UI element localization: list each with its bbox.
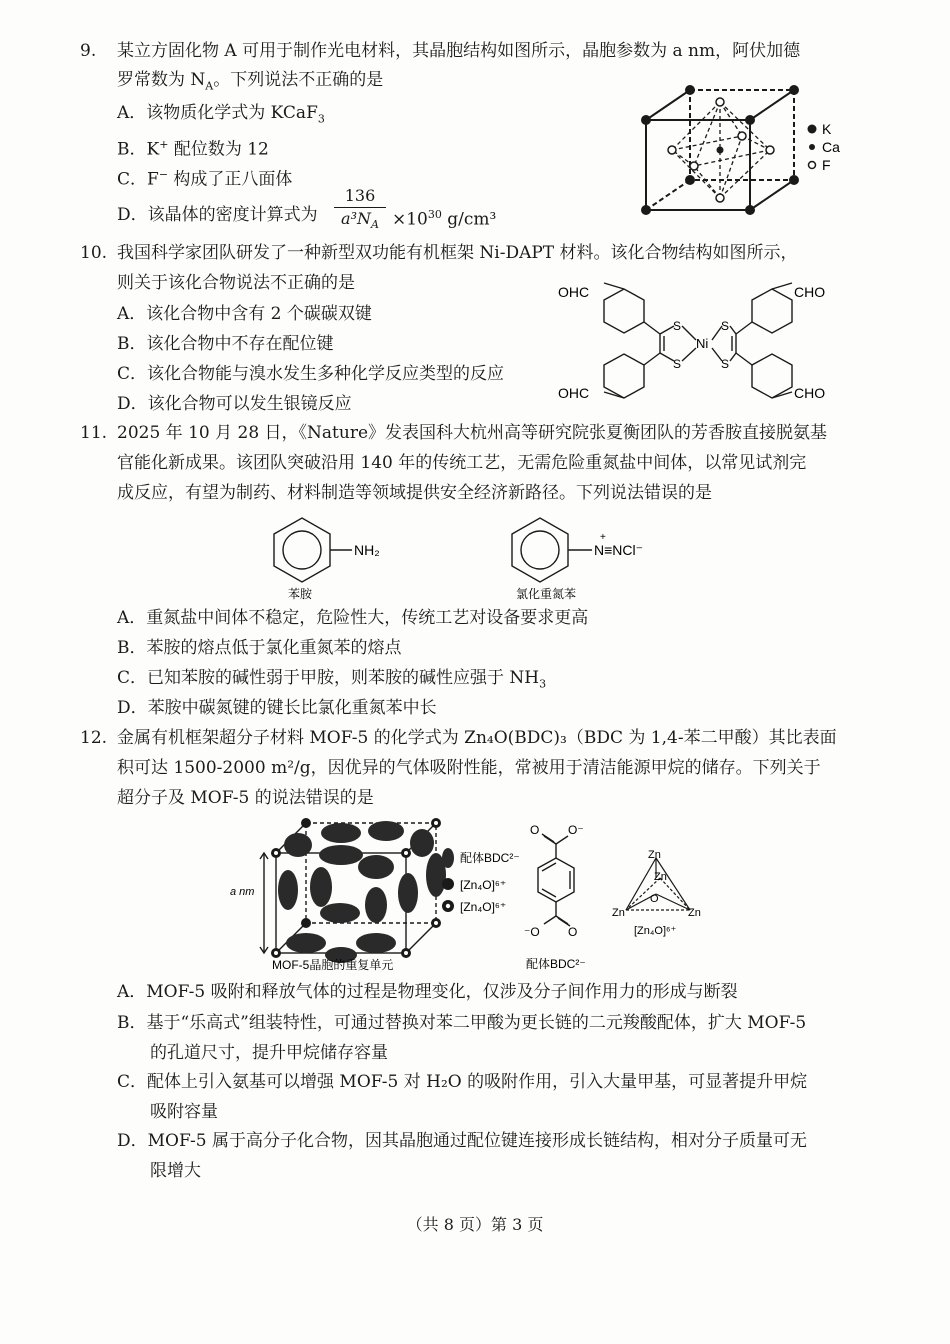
q12-option-b-line1: B．基于“乐高式”组装特性，可通过替换对苯二甲酸为更长链的二元羧酸配体，扩大 MOF-5: [117, 1013, 807, 1033]
q12-cell-edge-label: a nm: [230, 886, 255, 898]
q12-zn-left: Zn: [612, 907, 625, 919]
q9-legend-ca: Ca: [822, 139, 840, 155]
q10-label-cho-top: CHO: [794, 284, 826, 300]
q9-density-fraction: [330, 186, 390, 236]
q9-option-d-times: ×10: [392, 209, 428, 230]
q11-stem-line1: 2025 年 10 月 28 日，《Nature》发表国科大杭州高等研究院张夏衡团队的芳香胺直接脱氨基: [117, 423, 828, 443]
q11-aniline-figure: [262, 510, 412, 602]
q12-stem-line2: 积可达 1500-2000 m²/g，因优异的气体吸附性能，常被用于清洁能源甲烷的储存。下列关于: [117, 758, 821, 778]
q9-option-a-sub: 3: [317, 112, 325, 126]
q10-ni-dapt-structure: [556, 280, 846, 410]
q9-option-c-tail: 构成了正八面体: [168, 169, 293, 190]
q12-cell-caption: MOF-5晶胞的重复单元: [272, 958, 394, 972]
q9-legend-k: K: [822, 121, 832, 137]
q12-bdc-ligand-figure: [510, 818, 600, 976]
q10-stem-line2: 则关于该化合物说法不正确的是: [117, 273, 355, 293]
q9-stem2-text: 罗常数为 N: [117, 70, 206, 90]
q12-stem-line3: 超分子及 MOF-5 的说法错误的是: [117, 788, 374, 808]
q12-bdc-o-top-right: O⁻: [568, 823, 584, 837]
q9-fraction-numerator: 136: [344, 186, 376, 205]
q10-option-b: B．该化合物中不存在配位键: [117, 334, 334, 354]
q9-fraction-bar: [334, 207, 386, 208]
q9-option-a-text: A．该物质化学式为 KCaF: [117, 103, 318, 123]
q10-number: 10.: [80, 243, 108, 263]
q9-option-d: [117, 204, 318, 226]
q12-option-b-line2: 的孔道尺寸，提升甲烷储存容量: [150, 1043, 388, 1063]
q11-diazo-name: 氯化重氮苯: [516, 587, 577, 601]
q9-option-b-text: B．K: [117, 139, 160, 160]
q10-label-s3: S: [721, 319, 730, 333]
q10-option-a: A．该化合物中含有 2 个碳碳双键: [117, 304, 372, 324]
q12-legend-zn4o-b: [Zn₄O]⁶⁺: [460, 900, 507, 914]
q10-option-c: C．该化合物能与溴水发生多种化学反应类型的反应: [117, 364, 505, 384]
q9-option-b-sup: +: [159, 138, 169, 151]
q12-option-a: A．MOF-5 吸附和释放气体的过程是物理变化，仅涉及分子间作用力的形成与断裂: [117, 982, 738, 1002]
q11-option-d: D．苯胺中碳氮键的键长比氯化重氮苯中长: [117, 698, 437, 718]
q11-diazo-group: N≡NCl⁻: [594, 542, 643, 558]
q11-diazo-plus: +: [600, 532, 606, 543]
q11-number: 11.: [80, 423, 108, 443]
q12-zn-caption: [Zn₄O]⁶⁺: [634, 925, 677, 937]
q9-legend: [808, 121, 841, 173]
q12-zn-right: Zn: [688, 907, 701, 919]
q11-stem-line2: 官能化新成果。该团队突破沿用 140 年的传统工艺，无需危险重氮盐中间体，以常见试剂完: [117, 453, 807, 473]
q11-diazonium-figure: [500, 510, 670, 602]
q9-fraction-denominator: [330, 209, 390, 235]
q9-option-b: [117, 134, 269, 161]
q11-option-c: [117, 667, 546, 695]
q9-option-d-text: D．该晶体的密度计算式为: [117, 205, 318, 225]
q12-number: 12.: [80, 728, 108, 748]
q11-option-b: B．苯胺的熔点低于氯化重氮苯的熔点: [117, 638, 402, 658]
q12-zn-mid: Zn: [654, 871, 667, 883]
q9-number: 9.: [80, 41, 97, 61]
q9-stem2-sub: A: [205, 79, 214, 93]
q11-option-c-sub: 3: [539, 677, 547, 691]
q12-option-c-line1: C．配体上引入氨基可以增强 MOF-5 对 H₂O 的吸附作用，引入大量甲基，可显著提升甲烷: [117, 1072, 808, 1092]
q10-label-s2: S: [673, 357, 682, 371]
q9-option-b-tail: 配位数为 12: [168, 139, 269, 160]
q9-option-d-unit: g/cm³: [441, 209, 497, 230]
q9-option-c-text: C．F: [117, 169, 159, 190]
q12-legend-zn4o-a: [Zn₄O]⁶⁺: [460, 878, 507, 892]
q9-legend-f: F: [822, 157, 831, 173]
q12-mof5-cell-figure: [226, 815, 526, 975]
q11-aniline-name: 苯胺: [288, 587, 313, 601]
q10-label-ohc-top: OHC: [558, 284, 590, 300]
q9-stem-line1: 某立方固化物 A 可用于制作光电材料，其晶胞结构如图所示，晶胞参数为 a nm，阿伏加德: [117, 41, 801, 61]
q11-aniline-group: NH₂: [354, 542, 380, 558]
q10-option-d: D．该化合物可以发生银镜反应: [117, 394, 352, 414]
q12-option-c-line2: 吸附容量: [150, 1102, 218, 1122]
q10-label-ohc-bottom: OHC: [558, 385, 590, 401]
q9-option-a: [117, 102, 325, 130]
q12-stem-line1: 金属有机框架超分子材料 MOF-5 的化学式为 Zn₄O(BDC)₃（BDC 为 1,4-苯二甲酸）其比表面: [117, 728, 837, 748]
q9-fraction-den-sub: A: [371, 218, 379, 232]
q10-label-s4: S: [721, 357, 730, 371]
q12-bdc-caption: 配体BDC²⁻: [526, 957, 586, 971]
q9-stem-line2: [117, 69, 383, 97]
q12-option-d-line1: D．MOF-5 属于高分子化合物，因其晶胞通过配位键连接形成长链结构，相对分子质量可无: [117, 1131, 807, 1151]
q12-legend-bdc: 配体BDC²⁻: [460, 851, 520, 865]
q11-stem-line3: 成反应，有望为制药、材料制造等领域提供安全经济新路径。下列说法错误的是: [117, 483, 712, 503]
q10-label-cho-bottom: CHO: [794, 385, 826, 401]
q9-fraction-den-text: a³N: [341, 209, 371, 228]
q12-legend: [442, 848, 520, 914]
q11-option-c-text: C．已知苯胺的碱性弱于甲胺，则苯胺的碱性应强于 NH: [117, 668, 540, 688]
q9-option-c-sup: −: [158, 168, 169, 181]
page-footer: （共 8 页）第 3 页: [406, 1215, 544, 1234]
q10-label-s1: S: [673, 319, 682, 333]
q12-bdc-o-bottom-right: O: [568, 925, 578, 939]
q10-stem-line1: 我国科学家团队研发了一种新型双功能有机框架 Ni-DAPT 材料。该化合物结构如图所示，: [117, 243, 798, 263]
q9-crystal-cell-figure: [636, 84, 846, 220]
q12-bdc-o-top-left: O: [530, 823, 540, 837]
q12-option-d-line2: 限增大: [150, 1161, 201, 1181]
q10-label-ni: Ni: [696, 336, 709, 351]
q9-option-d-exp: 30: [427, 208, 442, 221]
q9-option-d-tail: [392, 204, 496, 231]
q12-zn4o-cluster-figure: [608, 846, 718, 946]
q11-option-a: A．重氮盐中间体不稳定，危险性大，传统工艺对设备要求更高: [117, 608, 589, 628]
q12-bdc-o-bottom-left: ⁻O: [524, 925, 540, 939]
q12-zn-o: O: [650, 893, 659, 905]
q12-zn-top: Zn: [648, 849, 661, 861]
q9-option-c: [117, 164, 292, 191]
q9-stem2-tail: 。下列说法不正确的是: [213, 70, 384, 90]
